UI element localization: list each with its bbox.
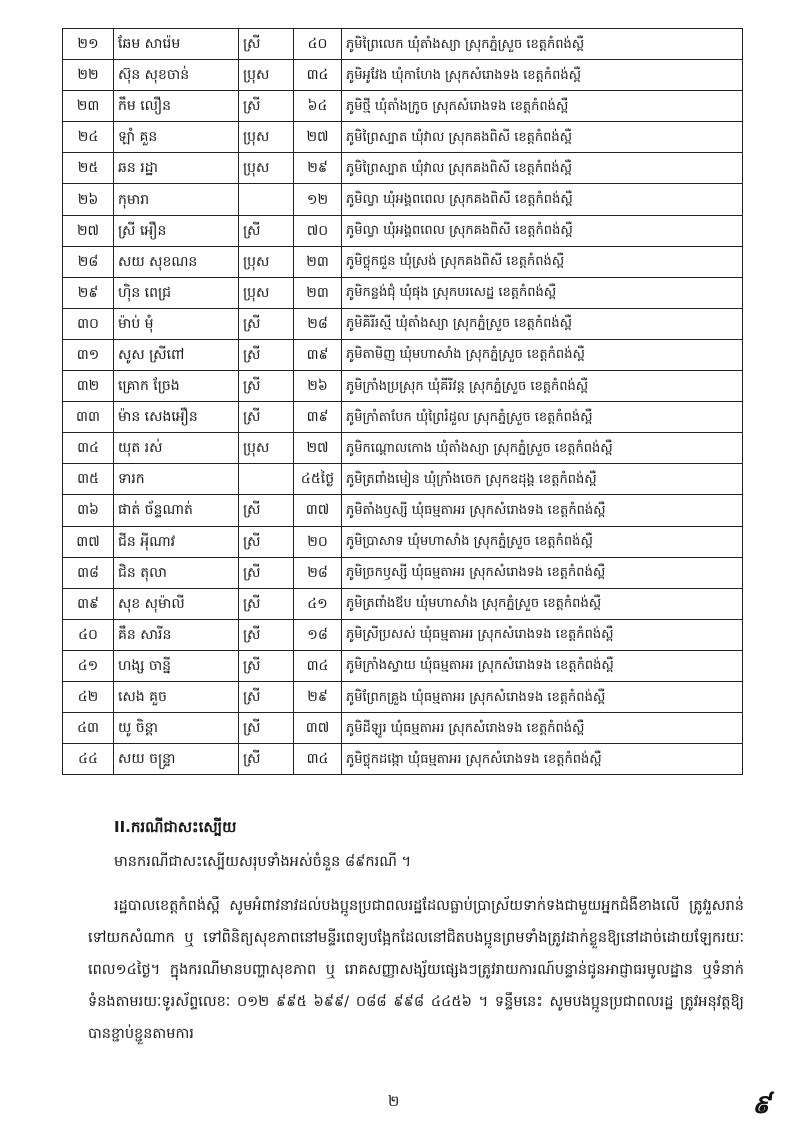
- address-cell: ភូមិព្រៃស្បាត ឃុំវាល ស្រុកគងពិសី ខេត្តកំពង់ស្ពឺ: [342, 122, 743, 153]
- table-row: [63, 277, 743, 308]
- person-name: ហ៊ិន ពេជ្រ: [114, 277, 239, 308]
- person-name: ម៉ាន សេងអឿន: [114, 402, 239, 433]
- table-row: [63, 433, 743, 464]
- row-number: ៣៣: [63, 402, 114, 433]
- person-name: គឹន សារីន: [114, 619, 239, 650]
- row-number: ២៧: [63, 215, 114, 246]
- person-name: កុមារា: [114, 184, 239, 215]
- sex-cell: ប្រុស: [239, 246, 294, 277]
- table-row: [63, 122, 743, 153]
- person-name: សេង គួច: [114, 681, 239, 712]
- table-row: [63, 650, 743, 681]
- sex-cell: [239, 184, 294, 215]
- age-cell: ១៨: [294, 619, 342, 650]
- sex-cell: ស្រី: [239, 744, 294, 775]
- person-name: កឹម លឿន: [114, 91, 239, 122]
- age-cell: ៣៤: [294, 60, 342, 91]
- table-row: [63, 681, 743, 712]
- age-cell: ២៣: [294, 246, 342, 277]
- age-cell: ២៩: [294, 681, 342, 712]
- age-cell: ១២: [294, 184, 342, 215]
- person-name: ឆន រដ្ឋា: [114, 153, 239, 184]
- age-cell: ៦៤: [294, 91, 342, 122]
- address-cell: ភូមិតាមិញ ឃុំមហាសាំង ស្រុកភ្នំស្រួច ខេត្តកំពង់ស្ពឺ: [342, 339, 743, 370]
- sex-cell: ស្រី: [239, 339, 294, 370]
- person-name: សុខ សុម៉ាលី: [114, 588, 239, 619]
- table-row: [63, 619, 743, 650]
- table-row: [63, 464, 743, 495]
- age-cell: ៤១: [294, 588, 342, 619]
- handwritten-page-mark: ៩: [752, 1090, 771, 1120]
- age-cell: ២៨: [294, 308, 342, 339]
- age-cell: ២៧: [294, 433, 342, 464]
- row-number: ២១: [63, 29, 114, 60]
- sex-cell: ប្រុស: [239, 277, 294, 308]
- person-name: យូ ចិន្តា: [114, 713, 239, 744]
- age-cell: ៣៤: [294, 744, 342, 775]
- row-number: ៣៦: [63, 495, 114, 526]
- table-row: [63, 526, 743, 557]
- age-cell: ២៧: [294, 122, 342, 153]
- sex-cell: ប្រុស: [239, 60, 294, 91]
- cases-table-body: [63, 29, 743, 775]
- sex-cell: ស្រី: [239, 215, 294, 246]
- table-row: [63, 308, 743, 339]
- person-name: សយ ចន្ទ្រា: [114, 744, 239, 775]
- person-name: ជិន តុលា: [114, 557, 239, 588]
- age-cell: ៣៩: [294, 339, 342, 370]
- cases-table: [62, 28, 743, 775]
- address-cell: ភូមិព្រែកគ្រួង ឃុំធម្មតាអរ ស្រុកសំរោងទង ខេត្តកំពង់ស្ពឺ: [342, 681, 743, 712]
- address-cell: ភូមិកន្លង់ជុំ ឃុំផុង ស្រុកបរសេដ្ឋ ខេត្តកំពង់ស្ពឺ: [342, 277, 743, 308]
- person-name: ឆែម សារ៉េម: [114, 29, 239, 60]
- table-row: [63, 29, 743, 60]
- address-cell: ភូមិល្វា ឃុំអង្គពពេល ស្រុកគងពិសី ខេត្តកំពង់ស្ពឺ: [342, 184, 743, 215]
- table-row: [63, 744, 743, 775]
- age-cell: ២០: [294, 526, 342, 557]
- recovered-summary: មានករណីជាសះស្បើយសរុបទាំងអស់ចំនួន ៨៩ករណី ។: [114, 854, 412, 870]
- address-cell: ភូមិក្រាំងស្វាយ ឃុំធម្មតាអរ ស្រុកសំរោងទង ខេត្តកំពង់ស្ពឺ: [342, 650, 743, 681]
- person-name: ជីន អុីណាវ: [114, 526, 239, 557]
- address-cell: ភូមិច្រកឫស្សី ឃុំធម្មតាអរ ស្រុកសំរោងទង ខេត្តកំពង់ស្ពឺ: [342, 557, 743, 588]
- table-row: [63, 91, 743, 122]
- age-cell: ៧០: [294, 215, 342, 246]
- sex-cell: ស្រី: [239, 402, 294, 433]
- address-cell: ភូមិថ្លុកជួន ឃុំស្រង់ ស្រុកគងពិសី ខេត្តកំពង់ស្ពឺ: [342, 246, 743, 277]
- person-name: ម៉ាប់ មុំ: [114, 308, 239, 339]
- row-number: ២២: [63, 60, 114, 91]
- address-cell: ភូមិដីឡូរ ឃុំធម្មតាអរ ស្រុកសំរោងទង ខេត្តកំពង់ស្ពឺ: [342, 713, 743, 744]
- person-name: ផាត់ ច័ន្ទណាត់: [114, 495, 239, 526]
- row-number: ៤៣: [63, 713, 114, 744]
- table-row: [63, 215, 743, 246]
- row-number: ៣៧: [63, 526, 114, 557]
- age-cell: ៣៤: [294, 650, 342, 681]
- address-cell: ភូមិថ្លុកដង្កោ ឃុំធម្មតាអរ ស្រុកសំរោងទង ខេត្តកំពង់ស្ពឺ: [342, 744, 743, 775]
- row-number: ៣៥: [63, 464, 114, 495]
- address-cell: ភូមិគិរីរស្មី ឃុំតាំងស្យា ស្រុកភ្នំស្រួច ខេត្តកំពង់ស្ពឺ: [342, 308, 743, 339]
- age-cell: ២៣: [294, 277, 342, 308]
- person-name: សយ សុខណន: [114, 246, 239, 277]
- sex-cell: ស្រី: [239, 91, 294, 122]
- row-number: ៣២: [63, 371, 114, 402]
- row-number: ៤១: [63, 650, 114, 681]
- table-row: [63, 402, 743, 433]
- address-cell: ភូមិក្រាំតាបែក ឃុំព្រៃរំដួល ស្រុកភ្នំស្រួច ខេត្តកំពង់ស្ពឺ: [342, 402, 743, 433]
- table-row: [63, 713, 743, 744]
- address-cell: ភូមិកណ្ដោលកោង ឃុំតាំងស្យា ស្រុកភ្នំស្រួច ខេត្តកំពង់ស្ពឺ: [342, 433, 743, 464]
- age-cell: ៣៩: [294, 402, 342, 433]
- row-number: ៣៩: [63, 588, 114, 619]
- row-number: ២៦: [63, 184, 114, 215]
- table-row: [63, 184, 743, 215]
- age-cell: ៤៥ថ្ងៃ: [294, 464, 342, 495]
- person-name: ស៊ុន សុខចាន់: [114, 60, 239, 91]
- sex-cell: ស្រី: [239, 588, 294, 619]
- address-cell: ភូមិតាំងឫស្សី ឃុំធម្មតាអរ ស្រុកសំរោងទង ខេត្តកំពង់ស្ពឺ: [342, 495, 743, 526]
- table-row: [63, 371, 743, 402]
- address-cell: ភូមិប្រាសាទ ឃុំមហាសាំង ស្រុកភ្នំស្រួច ខេត្តកំពង់ស្ពឺ: [342, 526, 743, 557]
- row-number: ៣៨: [63, 557, 114, 588]
- sex-cell: ស្រី: [239, 308, 294, 339]
- address-cell: ភូមិត្រពាំងឪប ឃុំមហាសាំង ស្រុកភ្នំស្រួច ខេត្តកំពង់ស្ពឺ: [342, 588, 743, 619]
- age-cell: ២៩: [294, 153, 342, 184]
- sex-cell: ប្រុស: [239, 153, 294, 184]
- table-row: [63, 495, 743, 526]
- sex-cell: ប្រុស: [239, 122, 294, 153]
- person-name: ហង្ស ចាន្នី: [114, 650, 239, 681]
- address-cell: ភូមិព្រៃលេក ឃុំតាំងស្យា ស្រុកភ្នំស្រួច ខេត្តកំពង់ស្ពឺ: [342, 29, 743, 60]
- table-row: [63, 588, 743, 619]
- table-row: [63, 60, 743, 91]
- person-name: យុត រស់: [114, 433, 239, 464]
- sex-cell: ស្រី: [239, 650, 294, 681]
- person-name: សូស ស្រីពៅ: [114, 339, 239, 370]
- row-number: ២៥: [63, 153, 114, 184]
- address-cell: ភូមិស្រីប្រសស់ ឃុំធម្មតាអរ ស្រុកសំរោងទង ខេត្តកំពង់ស្ពឺ: [342, 619, 743, 650]
- row-number: ៤០: [63, 619, 114, 650]
- age-cell: ២៨: [294, 557, 342, 588]
- table-row: [63, 339, 743, 370]
- section-heading: II.ករណីជាសះស្បើយ: [114, 818, 237, 836]
- address-cell: ភូមិល្វា ឃុំអង្គពពេល ស្រុកគងពិសី ខេត្តកំពង់ស្ពឺ: [342, 215, 743, 246]
- page-number: ២: [388, 1092, 400, 1110]
- sex-cell: ស្រី: [239, 557, 294, 588]
- appeal-paragraph: រដ្ឋបាលខេត្តកំពង់ស្ពឺ សូមអំពាវនាវដល់បងប្អូនប្រជាពលរដ្ឋដែលធ្លាប់ប្រាស្រ័យទាក់ទងជាមួយអ្នកជំងឺខាងលើ ត្រូវរួសរាន់ទៅយកសំណាក ឬ ទៅពិនិត្យសុខភាពនៅមន្ទីរពេទ្យបង្អែកដែលនៅជិតបងប្អូនព្រមទាំងត្រូវដាក់ខ្លួនឱ្យនៅដាច់ដោយឡែករយៈពេល១៤ថ្ងៃ។ ក្នុងករណីមានបញ្ហាសុខភាព ឬ រោគសញ្ញាសង្ស័យផ្សេងៗត្រូវរាយការណ៍បន្ទាន់ជូនអាជ្ញាធរមូលដ្ឋាន ឬទំនាក់ទំនងតាមរយៈទូរស័ព្ទលេខៈ ០១២ ៩៩៥ ៦៩៩/ ០៨៨ ៩៩៨ ៤៤៥៦ ។ ទន្ទឹមនេះ សូមបងប្អូនប្រជាពលរដ្ឋ ត្រូវអនុវត្តឱ្យបានខ្ជាប់ខ្ជួនតាមការ: [88, 898, 744, 1042]
- sex-cell: ស្រី: [239, 495, 294, 526]
- row-number: ២៨: [63, 246, 114, 277]
- address-cell: ភូមិត្រពាំងមៀន ឃុំក្រាំងចេក ស្រុកឧដុង្គ ខេត្តកំពង់ស្ពឺ: [342, 464, 743, 495]
- sex-cell: ស្រី: [239, 371, 294, 402]
- person-name: គ្រោក ច្រែង: [114, 371, 239, 402]
- sex-cell: [239, 464, 294, 495]
- age-cell: ២៦: [294, 371, 342, 402]
- address-cell: ភូមិព្រៃស្បាត ឃុំវាល ស្រុកគងពិសី ខេត្តកំពង់ស្ពឺ: [342, 153, 743, 184]
- table-row: [63, 153, 743, 184]
- age-cell: ៣៧: [294, 713, 342, 744]
- address-cell: ភូមិថ្មី ឃុំតាំងក្រូច ស្រុកសំរោងទង ខេត្តកំពង់ស្ពឺ: [342, 91, 743, 122]
- sex-cell: ស្រី: [239, 526, 294, 557]
- age-cell: ៤០: [294, 29, 342, 60]
- table-row: [63, 557, 743, 588]
- person-name: ទារក: [114, 464, 239, 495]
- sex-cell: ស្រី: [239, 619, 294, 650]
- row-number: ២៩: [63, 277, 114, 308]
- table-row: [63, 246, 743, 277]
- address-cell: ភូមិក្រាំងប្រស្រុក ឃុំគីរីវន្ត ស្រុកភ្នំស្រួច ខេត្តកំពង់ស្ពឺ: [342, 371, 743, 402]
- address-cell: ភូមិអូវែង ឃុំកាហែង ស្រុកសំរោងទង ខេត្តកំពង់ស្ពឺ: [342, 60, 743, 91]
- person-name: ឡាំ គួន: [114, 122, 239, 153]
- sex-cell: ស្រី: [239, 681, 294, 712]
- row-number: ៤២: [63, 681, 114, 712]
- row-number: ៣១: [63, 339, 114, 370]
- person-name: ស្រី អឿន: [114, 215, 239, 246]
- sex-cell: ប្រុស: [239, 433, 294, 464]
- sex-cell: ស្រី: [239, 29, 294, 60]
- row-number: ៤៤: [63, 744, 114, 775]
- sex-cell: ស្រី: [239, 713, 294, 744]
- age-cell: ៣៧: [294, 495, 342, 526]
- row-number: ៣០: [63, 308, 114, 339]
- row-number: ២៣: [63, 91, 114, 122]
- row-number: ២៤: [63, 122, 114, 153]
- row-number: ៣៤: [63, 433, 114, 464]
